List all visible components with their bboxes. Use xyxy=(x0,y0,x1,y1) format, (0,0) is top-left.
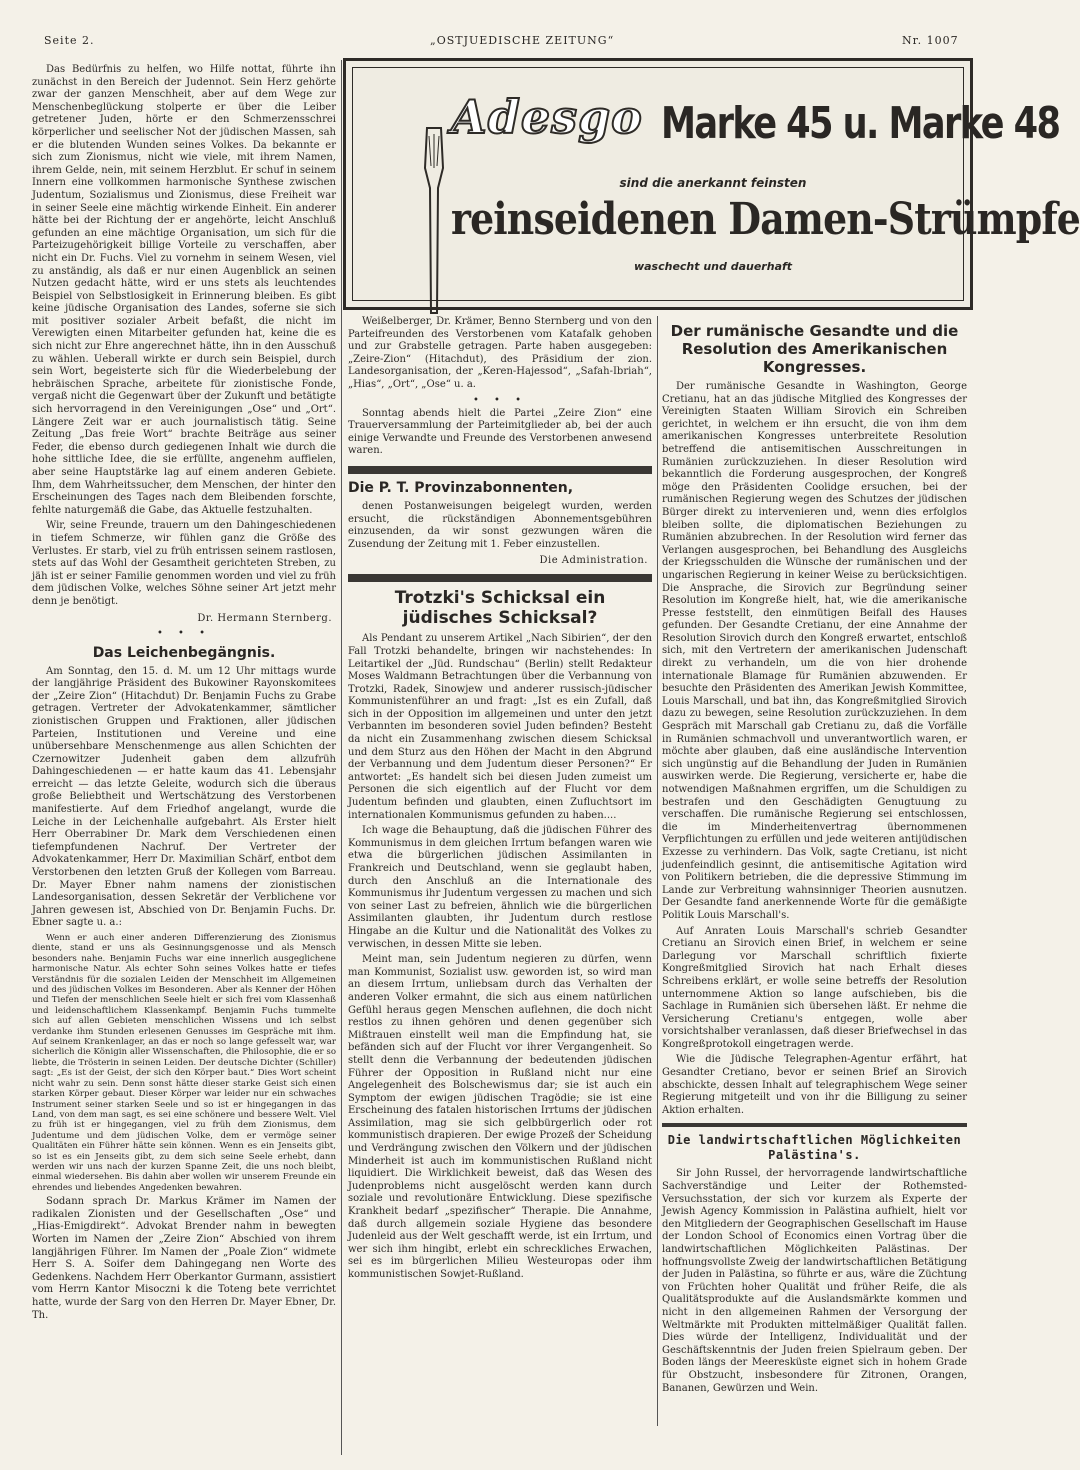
funeral-heading: Das Leichenbegängnis. xyxy=(92,644,276,661)
ad-footer: waschecht und dauerhaft xyxy=(633,260,793,273)
article-paragraph: Sonntag abends hielt die Partei „Zeire Zion“ eine Trauerversammlung der Parteimitglieder ab, bei der auch einige Verwandte und Freunde des Verstorbenen anwesend waren. xyxy=(348,407,652,457)
administration-signature: Die Administration. xyxy=(539,555,648,567)
stocking-advertisement xyxy=(343,58,1080,310)
obituary-paragraph: Wir, seine Freunde, trauern um den Dahingeschiedenen in tiefem Schmerze, wir fühlen ganz die Größe des Verlustes. Er starb, viel zu früh entrissen seinem rastlosen, stets auf das Wohl der Gesamtheit gerichteten Streben, zu jäh ist er seiner Familie genommen worden und viel zu früh dem jüdischen Volke, welches Söhne seiner Art jetzt mehr denn je benötigt. xyxy=(32,520,336,607)
ad-marks: Marke 45 u. Marke 48 xyxy=(661,98,1060,149)
separator-dots: • • • xyxy=(472,394,528,406)
column-left xyxy=(32,64,336,1454)
page-number: Seite 2. xyxy=(44,34,95,47)
ad-frame xyxy=(352,67,1080,301)
article-paragraph: Auf Anraten Louis Marschall's schrieb Gesandter Cretianu an Sirovich einen Brief, in welchem er seine Darlegung vor Marschall schriftlich fixierte Kongreßmitglied Sirovich hat nach Erhalt dieses Schreibens erklärt, er wolle seine betreffs der Resolution unternommene Aktion so lange aufschieben, bis die Sachlage in Rumänien sich übersehen läßt. Er nehme die Versicherung Cretianu's entgegen, wolle aber vorsichtshalber veranlassen, daß dieser Briefwechsel in das Kongreßprotokoll eingetragen werde. xyxy=(662,925,967,1050)
author-signature: Dr. Hermann Sternberg. xyxy=(197,612,332,624)
palestine-heading: Die landwirtschaftlichen Möglichkeiten Palästina's. xyxy=(667,1133,962,1163)
separator-dots: • • • xyxy=(156,627,212,639)
section-rule xyxy=(348,574,652,582)
ad-subtitle: sind die anerkannt feinsten xyxy=(619,176,807,190)
column-divider xyxy=(657,316,658,1426)
subscribers-notice: denen Postanweisungen beigelegt wurden, werden ersucht, die rückständigen Abonnementsgebühren einzusenden, da wir sonst gezwungen wären die Zusendung der Zeitung mit 1. Feber einzustellen. xyxy=(348,500,652,550)
article-paragraph: Der rumänische Gesandte in Washington, George Cretianu, hat an das jüdische Mitglied des Kongresses der Vereinigten Staaten William Sirovich ein Schreiben gerichtet, in welchem er ihn ersucht, die von ihm dem amerikanischen Kongresses unterbreitete Resolution betreffend die antisemitischen Ausschreitungen in Rumänien zurückzuziehen. In dieser Resolution wird bekanntlich die Forderung ausgesprochen, der Kongreß möge den Präsidenten Coolidge ersuchen, bei der rumänischen Regierung wegen des Schutzes der jüdischen Bürger direkt zu intervenieren und, wenn dies erfolglos bleiben sollte, die diplomatischen Beziehungen zu Rumänien abzubrechen. In der Resolution wird ferner das Verlangen ausgesprochen, bei Behandlung des Ausgleichs der Kriegsschulden die Wünsche der rumänischen und der ungarischen Regierung in keiner Weise zu berücksichtigen. Die Ansprache, die Sirovich zur Begründung seiner Resolution im Kongreße hielt, hat, wie die amerikanische Presse feststellt, den einmütigen Beifall des Hauses gefunden. Der Gesandte Cretianu, der eine Annahme der Resolution Sirovich durch den Kongreß erwartet, entschloß sich, mit den Vertretern der amerikanischen Judenschaft direkt zu verhandeln, um die von hier drohende internationale Blamage für Rumänien abzuwenden. Er besuchte den Präsidenten des Amerikan Jewish Kommittee, Louis Marschall, und bat ihn, das Kongreßmitglied Sirovich dazu zu bewegen, seine Resolution zurückzuziehen. In dem Gespräch mit Marschall gab Cretianu zu, daß die Vorfälle in Rumänien schmachvoll und unverantwortlich waren, er möchte aber glauben, daß eine ausländische Intervention sich ungünstig auf die Behandlung der Juden in Rumänien auswirken werde. Die Regierung, versicherte er, habe die notwendigen Maßnahmen ergriffen, um die Schuldigen zu bestrafen und den Geschädigten Genugtuung zu verschaffen. Die rumänische Regierung sei entschlossen, die im Minderheitenvertrag übernommenen Verpflichtungen zu erfüllen und jede weiteren antijüdischen Exzesse zu verhindern. Das Volk, sagte Cretianu, ist nicht judenfeindlich gesinnt, die antisemitische Agitation wird von Politikern betrieben, die die depressive Stimmung im Lande zur Verbreitung wahnsinniger Theorien ausnutzen. Der Gesandte fand anerkennende Worte für die gemäßigte Politik Louis Marschall's. xyxy=(662,381,968,921)
subscribers-heading: Die P. T. Provinzabonnenten, xyxy=(348,479,574,496)
section-rule xyxy=(662,1123,967,1127)
article-paragraph: Wie die Jüdische Telegraphen-Agentur erfährt, hat Gesandter Cretiano, bevor er seinen Brief an Sirovich abschickte, dessen Inhalt auf telegraphischem Wege seiner Regierung mitgeteilt und von ihr die Billigung zu seiner Aktion erhalten. xyxy=(662,1054,967,1116)
section-rule xyxy=(348,466,652,474)
column-right xyxy=(662,316,967,1426)
romania-heading: Der rumänische Gesandte und die Resolution des Amerikanischen Kongresses. xyxy=(670,322,959,376)
obituary-paragraph: Das Bedürfnis zu helfen, wo Hilfe nottat, führte ihn zunächst in den Bereich der Judennot. Sein Herz gehörte zwar der ganzen Menschheit, aber auf dem Wege zur Menschenbeglückung stolperte er über die Leiber getretener Juden, hörte er den Schmerzensschrei körperlicher und seelischer Not der jüdischen Massen, sah er die blutenden Wunden seines Volkes. Da bekannte er sich zum Zionismus, nicht wie viele, mit ihrem Namen, ihrem Gelde, nein, mit seinem Herzblut. Er schuf in seinem Innern eine vollkommen harmonische Synthese zwischen Judentum, Sozialismus und Zionismus, diese Freiheit war in seiner Seele eine mächtig wirkende Einheit. Ein anderer hätte bei der Richtung der er angehörte, leicht Anschluß gefunden an eine mächtige Organisation, um sich für die Parteizugehörigkeit billige Vorteile zu verschaffen, aber nicht ein Dr. Fuchs. Viel zu vornehm in seinem Wesen, viel zu anständig, als daß er nur einen Augenblick an seinen Nutzen gedacht hätte, wird er uns stets als leuchtendes Beispiel von Selbstlosigkeit in Erinnerung bleiben. Es gibt keine jüdische Organisation des Landes, soferne sie sich mit positiver sozialer Arbeit befaßt, die nicht im Verewigten einen Mitarbeiter gefunden hat, keine die es sich nicht zur Ehre angerechnet hätte, ihn in den Ausschuß zu wählen. Ueberall wirkte er durch sein Beispiel, durch sein Wort, begeisterte sich für die Wiederbelebung der hebräischen Sprache, arbeitete für zionistische Fonde, vergaß nicht die Gegenwart über der Zukunft und betätigte sich hervorragend in den Vereinigungen „Ose“ und „Ort“. Längere Zeit war er auch journalistisch tätig. Seine Zeitung „Das freie Wort“ brachte Beiträge aus seiner Feder, die ebenso durch gediegenen Inhalt wie durch die hohe sittliche Idee, die sie erfüllte, angenehm auffielen, aber seine Hauptstärke lag auf einem anderen Gebiete. Ihm, dem Wahrheitssucher, dem Menschen, der hinter den Erscheinungen des Tages nach dem Bleibenden forschte, fehlte naturgemäß die Gabe, das Aktuelle festzuhalten. xyxy=(32,64,336,516)
column-middle xyxy=(348,316,652,1416)
article-paragraph: Weißelberger, Dr. Krämer, Benno Sternberg und von den Parteifreunden des Verstorbenen vom Katafalk gehoben und zur Grabstelle getragen. Parte haben ausgegeben: „Zeire-Zion“ (Hitachdut), des Präsidium der zion. Landesorganisation, der „Keren-Hajessod“, „Safah-Ibriah“, „Hias“, „Ort“, „Ose“ u. a. xyxy=(348,316,652,390)
article-paragraph: Ich wage die Behauptung, daß die jüdischen Führer des Kommunismus in dem gleichen Irrtum befangen waren wie etwa die bürgerlichen jüdischen Assimilanten in Frankreich und Deutschland, wenn sie geglaubt haben, durch den Anschluß an die Internationale des Kommunismus ihr Judentum vergessen zu machen und sich von seiner Last zu befreien, ähnlich wie die bürgerlichen Assimilanten glaubten, ihr Judentum durch restlose Hingabe an die Kultur und die Nationalität des Volkes zu verwischen, in dessen Mitte sie leben. xyxy=(348,825,652,950)
article-paragraph: Sir John Russel, der hervorragende landwirtschaftliche Sachverständige und Leiter der Rothemsted-Versuchsstation, der sich vor kurzem als Experte der Jewish Agency Kommission in Palästina aufhielt, hielt vor den Mitgliedern der Geographischen Gesellschaft im Hause der London School of Economics einen Vortrag über die landwirtschaftlichen Möglichkeiten Palästinas. Der hoffnungsvollste Zweig der landwirtschaftlichen Betätigung der Juden in Palästina, so führte er aus, wäre die Züchtung von Früchten hoher Qualität und früher Reife, die als Qualitätsprodukte auf die Auslandsmärkte kommen und nicht in den allgemeinen Rahmen der Versorgung der Weltmärkte mit Produkten mittelmäßiger Qualität fallen. Dies würde der Intelligenz, Individualität und der Geschäftskenntnis der Juden freien Spielraum geben. Der Boden längs der Meeresküste eignet sich in hohem Grade für Obstzucht, insbesondere für Zitronen, Orangen, Bananen, Gewürzen und Wein. xyxy=(662,1168,967,1394)
funeral-paragraph: Sodann sprach Dr. Markus Krämer im Namen der radikalen Zionisten und der Gesellschaften „Ose“ und „Hias-Emigdirekt“. Advokat Brender nahm in bewegten Worten im Namen der „Zeire Zion“ Abschied von ihrem langjährigen Führer. Im Namen der „Poale Zion“ widmete Herr S. A. Soifer dem Dahingegang nen Worte des Gedenkens. Nachdem Herr Oberkantor Gurmann, assistiert vom Herrn Kantor Misoczni k die Toteng bete verrichtet hatte, wurde der Sarg von den Herren Dr. Mayer Ebner, Dr. Th. xyxy=(32,1196,336,1321)
newspaper-title: „OSTJUEDISCHE ZEITUNG“ xyxy=(430,34,615,47)
speech-quote: Wenn er auch einer anderen Differenzierung des Zionismus diente, stand er uns als Gesinnungsgenosse und als Mensch besonders nahe. Benjamin Fuchs war eine innerlich ausgeglichene harmonische Natur. Als echter Sohn seines Volkes hatte er tiefes Verständnis für die sozialen Leiden der Menschheit im Allgemeinen und des jüdischen Volkes im Besonderen. Aber als Kenner der Höhen und Tiefen der menschlichen Seele hielt er sich frei vom Klassenhaß und leidenschaftlichem Klassenkampf. Benjamin Fuchs tummelte sich auf allen Gebieten menschlichen Wissens und ich selbst verdanke ihm Stunden erlesenen Genusses im Gespräche mit ihm. Auf seinem Krankenlager, an das er noch so lange gefesselt war, war sicherlich die Königin aller Wissenschaften, die Philosophie, die er so liebte, die Trösterin in seinen Leiden. Der deutsche Dichter (Schiller) sagt: „Es ist der Geist, der sich den Körper baut.“ Dies Wort scheint nicht wahr zu sein. Denn sonst hätte dieser starke Geist sich einen starken Körper gebaut. Dieser Körper war leider nur ein schwaches Instrument seiner starken Seele und so ist er hingegangen in das Land, von dem man sagt, es sei eine schönere und bessere Welt. Viel zu früh ist er hingegangen, viel zu früh dem Zionismus, dem Judentume und dem jüdischen Volke, dem er vermöge seiner Qualitäten ein Führer hätte sein können. Wenn es ein Jenseits gibt, so ist es ein Jenseits gibt, zu dem sich seine Seele erhebt, dann werden wir uns nach der kurzen Spanne Zeit, die uns noch bleibt, einmal wiedersehen. Bis dahin aber wollen wir unserem Freunde ein ehrendes und liebendes Angedenken bewahren. xyxy=(32,933,336,1193)
ad-main-text: reinseidenen Damen-Strümpfe xyxy=(451,194,1080,245)
column-divider xyxy=(341,60,342,1455)
funeral-paragraph: Am Sonntag, den 15. d. M. um 12 Uhr mittags wurde der langjährige Präsident des Bukowiner Rayonskomitees der „Zeire Zion“ (Hitachdut) Dr. Benjamin Fuchs zu Grabe getragen. Vertreter der Advokatenkammer, sämtlicher zionistischen Gruppen und Fraktionen, aller jüdischen Parteien, Institutionen und Vereine und eine unübersehbare Menschenmenge aus allen Schichten der Czernowitzer Judenheit gaben dem allzufrüh Dahingeschiedenen — er hatte kaum das 41. Lebensjahr erreicht — das letzte Geleite, wodurch sich die überaus große Beliebtheit und Wertschätzung des Verstorbenen manifestierte. Auf dem Friedhof angelangt, wurde die Leiche in der Leichenhalle aufgebahrt. Als Erster hielt Herr Oberrabiner Dr. Mark dem Verschiedenen einen tiefempfundenen Nachruf. Der Vertreter der Advokatenkammer, Herr Dr. Maximilian Schärf, entbot dem Verstorbenen den letzten Gruß der Kollegen vom Barreau. Dr. Mayer Ebner nahm namens der zionistischen Landesorganisation, dessen Sekretär der Verblichene vor Jahren gewesen ist, Abschied von Dr. Benjamin Fuchs. Dr. Ebner sagte u. a.: xyxy=(32,665,336,929)
article-paragraph: Meint man, sein Judentum negieren zu dürfen, wenn man Kommunist, Sozialist usw. geworden ist, so wird man an diesem Irrtum, unliebsam durch das Verhalten der anderen Volker ermahnt, die sich aus einem natürlichen Gefühl heraus gegen Menschen auflehnen, die doch nicht restlos zu ihnen gehören und denen gegenüber sich Mißtrauen einstellt weil man die Empfindung hat, sie befänden sich auf der Flucht vor ihrer Vergangenheit. So stellt denn die Verbannung der bedeutenden jüdischen Führer der Opposition in Rußland nicht nur eine Angelegenheit des Bolschewismus dar; sie ist auch ein Symptom der ewigen jüdischen Tragödie; sie ist eine Erscheinung des fatalen historischen Irrtums der jüdischen Assimilation, mag sie sich gelbbürgerlich oder rot kommunistisch drapieren. Der ewige Prozeß der Scheidung und Verdrängung zwischen den Völkern und der jüdischen Minderheit ist auch im kommunistischen Rußland nicht liquidiert. Die Wirklichkeit beweist, daß das Wesen des Judenproblems nicht ausgelöscht werden kann durch soziale und revolutionäre Entwicklung. Diese spezifische Krankheit bedarf „spezifischer“ Therapie. Die Annahme, daß durch allgemein soziale Hygiene das besondere Judenleid aus der Welt geschafft werde, ist ein Irrtum, und wer sich ihm hingibt, erlebt ein schreckliches Erwachen, sei es im bürgerlichen Milieu Westeuropas oder ihm kommunistischen Sowjet-Rußland. xyxy=(348,954,652,1280)
article-paragraph: Als Pendant zu unserem Artikel „Nach Sibirien“, der den Fall Trotzki behandelte, bringen wir nachstehendes: In Leitartikel der „Jüd. Rundschau“ (Berlin) stellt Redakteur Moses Waldmann Betrachtungen über die Verbannung von Trotzki, Radek, Sinowjew und anderer russisch-jüdischer Kommunistenführer an und fragt: „Ist es ein Zufall, daß sich in der Opposition im allgemeinen und unter den jetzt Verbannten im besonderen soviel Juden befinden? Besteht da nicht ein Zusammenhang zwischen diesem Schicksal und dem Sturz aus den Höhen der Macht in den Abgrund der Verbannung und dem Judentum dieser Personen?“ Er antwortet: „Es handelt sich bei diesen Juden zumeist um Personen die sich eigentlich auf der Flucht vor dem Judentum befinden und glaubten, einen Zufluchtsort im internationalen Kommunismus gefunden zu haben.... xyxy=(348,633,652,821)
brush-icon xyxy=(423,128,445,318)
trotzki-heading: Trotzki's Schicksal ein jüdisches Schicksal? xyxy=(394,588,606,629)
ad-brand: Adesgo xyxy=(451,90,643,144)
issue-number: Nr. 1007 xyxy=(902,34,959,47)
